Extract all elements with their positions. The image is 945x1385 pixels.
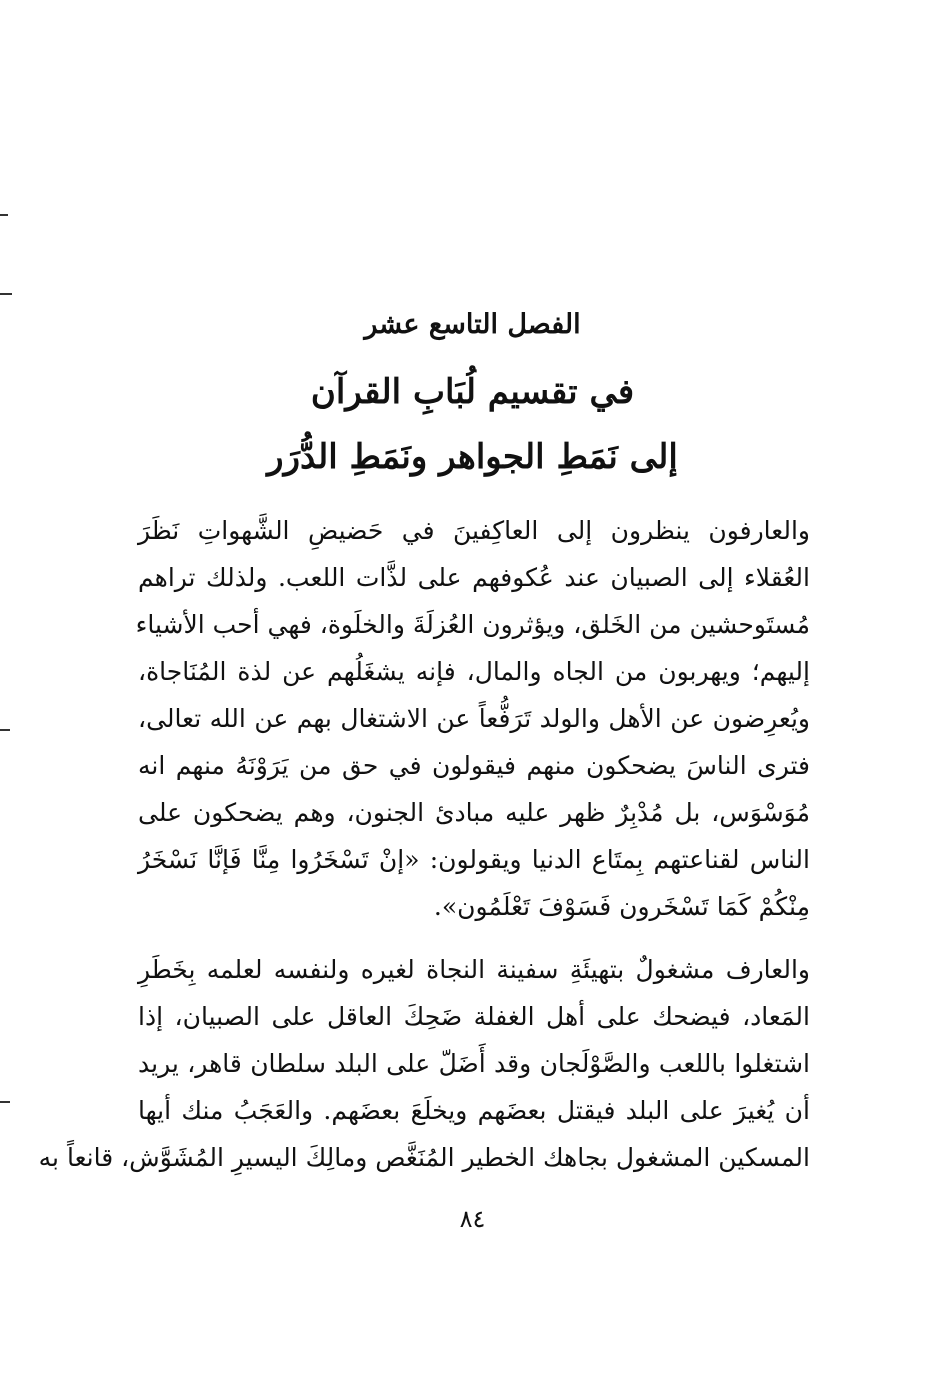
chapter-title-line-2: إلى نَمَطِ الجواهر ونَمَطِ الدُّرَر [267, 437, 678, 477]
scan-edge-mark [0, 293, 12, 295]
text-line: والعارف مشغولٌ بتهيئَةِ سفينة النجاة لغيره ولنفسه لعلمه بِخَطَرِ [138, 955, 810, 984]
text-line: المَعاد، فيضحك على أهل الغفلة ضَحِكَ العاقل على الصبيان، إذا [138, 1002, 810, 1031]
text-line: الناس لقناعتهم بِمتَاع الدنيا ويقولون: «إنْ تَسْخَرُوا مِنَّا فَإنَّا نَسْخَرُ [138, 845, 810, 874]
scan-edge-mark [0, 214, 8, 216]
scan-edge-mark [0, 1101, 10, 1103]
text-line: مُستَوحشين من الخَلق، ويؤثرون العُزلَةَ والخلَوة، فهي أحب الأشياء [135, 610, 810, 639]
text-line: والعارفون ينظرون إلى العاكِفينَ في حَضيضِ الشَّهواتِ نَظَرَ [138, 516, 810, 545]
text-line: أن يُغيرَ على البلد فيقتل بعضَهم ويخلَعَ بعضَهم. والعَجَبُ منك أيها [138, 1096, 810, 1125]
text-line: المسكين المشغول بجاهك الخطير المُنَغَّص ومالِكَ اليسيرِ المُشَوَّش، قانعاً به [38, 1143, 810, 1172]
text-line: العُقلاء إلى الصبيان عند عُكوفهم على لذَّات اللعب. ولذلك تراهم [138, 563, 810, 592]
text-line: ويُعرِضون عن الأهل والولد تَرَفُّعاً عن الاشتغال بهم عن الله تعالى، [138, 704, 810, 733]
paragraph-1 [135, 507, 810, 930]
text-line: اشتغلوا باللعب والصَّوْلَجان وقد أَضَلّ على البلد سلطان قاهر، يريد [138, 1049, 810, 1078]
text-line: فترى الناسَ يضحكون منهم فيقولون في حق من يَرَوْنَهُ منهم انه [138, 751, 810, 780]
chapter-title-line-1: في تقسيم لُبَابِ القرآن [310, 372, 635, 412]
page-number: ٨٤ [459, 1205, 486, 1233]
text-line: مُوَسْوَس، بل مُدْبِرٌ ظهر عليه مبادئ الجنون، وهم يضحكون على [138, 798, 810, 827]
paragraph-2 [38, 946, 810, 1181]
chapter-number-heading: الفصل التاسع عشر [364, 309, 581, 340]
text-line: مِنْكُمْ كَمَا تَسْخَرون فَسَوْفَ تَعْلَمُون». [433, 892, 810, 921]
text-line: إليهم؛ ويهربون من الجاه والمال، فإنه يشغَلُهم عن لذة المُنَاجاة، [138, 657, 810, 686]
scan-edge-mark [0, 729, 10, 731]
